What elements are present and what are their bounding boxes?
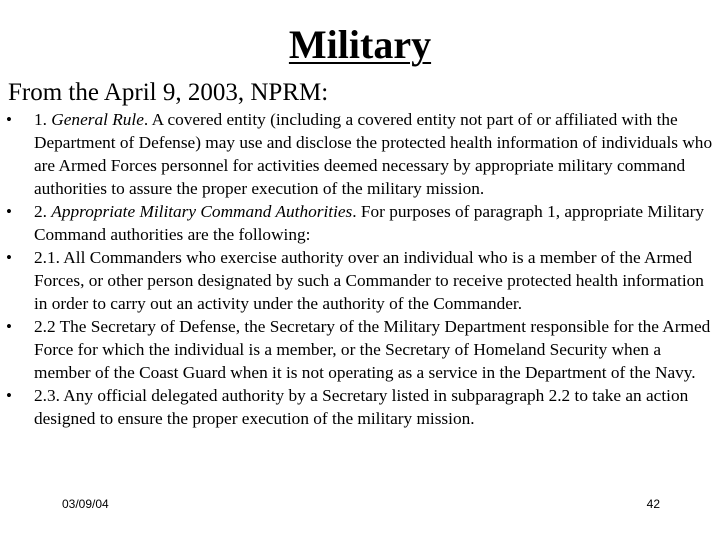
slide-subtitle: From the April 9, 2003, NPRM: bbox=[8, 79, 329, 106]
bullet-list bbox=[0, 108, 716, 430]
slide-title: Military bbox=[288, 22, 432, 67]
bullet-item-general-rule bbox=[0, 108, 716, 200]
bullet-dot: • bbox=[6, 386, 12, 405]
bullet-text: 2.3. Any official delegated authority by a Secretary listed in subparagraph 2.2 to take an action designed to ensure the proper execution of the military mission. bbox=[34, 386, 689, 428]
bullet-heading: Appropriate Military Command Authorities bbox=[51, 202, 353, 221]
bullet-heading: General Rule bbox=[51, 110, 144, 129]
bullet-item-secretaries bbox=[0, 315, 716, 384]
bullet-number: 1. bbox=[34, 110, 52, 129]
bullet-item-command-authorities bbox=[0, 200, 716, 246]
bullet-item-delegated-official bbox=[0, 384, 716, 430]
bullet-text: . A covered entity (including a covered entity not part of or affiliated with the Department of Defense) may use and disclose the protected health information of individuals who are Armed Forces personnel for activities deemed necessary by appropriate military command authorities to assure the proper execution of the military mission. bbox=[34, 110, 713, 198]
bullet-dot: • bbox=[6, 110, 12, 129]
bullet-dot: • bbox=[6, 317, 12, 336]
bullet-text: . For purposes of paragraph 1, appropriate Military Command authorities are the following: bbox=[34, 202, 705, 244]
bullet-text: 2.2 The Secretary of Defense, the Secretary of the Military Department responsible for the Armed Force for which the individual is a member, or the Secretary of Homeland Security when a member of the Coast Guard when it is not operating as a service in the Department of the Navy. bbox=[34, 317, 711, 382]
bullet-dot: • bbox=[6, 202, 12, 221]
footer-page-number: 42 bbox=[646, 497, 660, 511]
footer-date: 03/09/04 bbox=[62, 497, 109, 511]
bullet-item-commanders bbox=[0, 246, 716, 315]
bullet-dot: • bbox=[6, 248, 12, 267]
bullet-text: 2.1. All Commanders who exercise authority over an individual who is a member of the Armed Forces, or other person designated by such a Commander to receive protected health information in order to carry out an activity under the authority of the Commander. bbox=[34, 248, 704, 313]
bullet-number: 2. bbox=[34, 202, 52, 221]
